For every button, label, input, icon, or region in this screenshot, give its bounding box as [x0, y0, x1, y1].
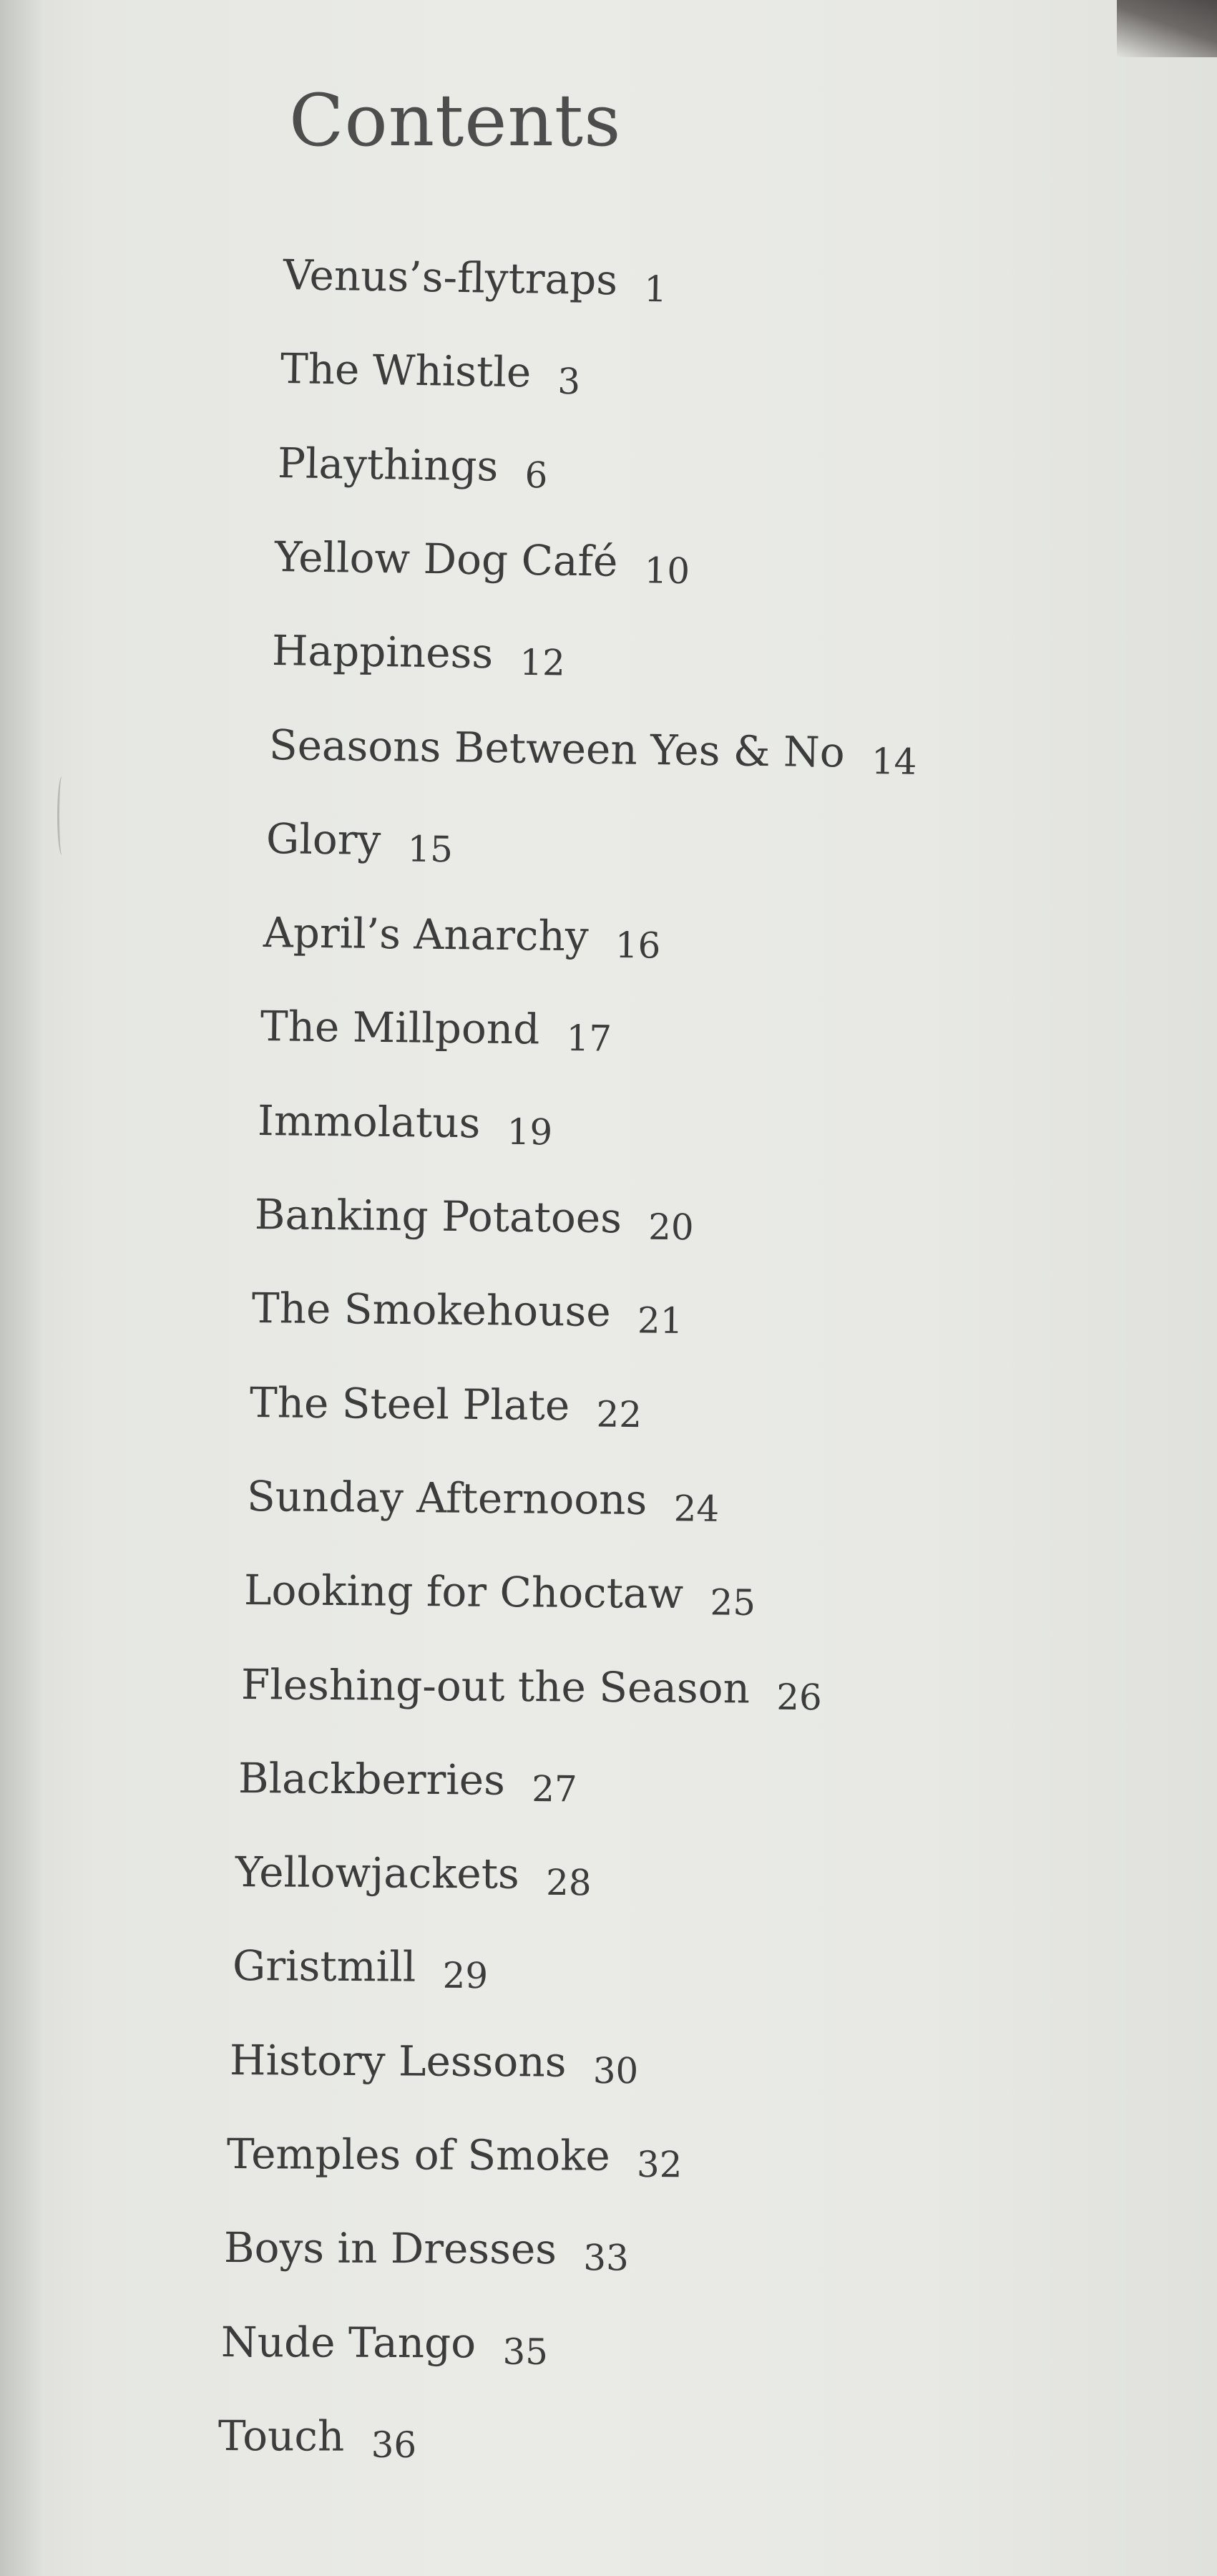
toc-entry-page-number: 3	[557, 361, 581, 403]
toc-entry-page-number: 26	[776, 1676, 822, 1718]
toc-entry	[235, 1848, 592, 1904]
toc-entry-page-number: 22	[595, 1393, 642, 1435]
toc-entry	[260, 1002, 612, 1060]
toc-entry-page-number: 33	[583, 2237, 629, 2279]
toc-entry	[229, 2035, 639, 2092]
toc-entry-title: Gristmill	[232, 1941, 416, 1991]
toc-entry-title: Fleshing-out the Season	[240, 1659, 750, 1713]
toc-entry-page-number: 30	[592, 2049, 639, 2092]
toc-entry	[246, 1471, 719, 1530]
toc-entry-title: History Lessons	[229, 2035, 567, 2087]
toc-entry-title: Glory	[265, 814, 381, 864]
toc-entry-page-number: 16	[615, 924, 661, 967]
toc-entry-page-number: 17	[566, 1018, 612, 1060]
toc-entry-page-number: 14	[871, 740, 917, 783]
toc-entry	[283, 250, 668, 311]
page-title: Contents	[289, 79, 622, 162]
toc-entry-page-number: 10	[644, 550, 690, 592]
toc-entry-title: Venus’s-flytraps	[283, 250, 618, 305]
toc-entry-page-number: 19	[507, 1111, 553, 1153]
toc-entry-title: The Millpond	[260, 1002, 541, 1054]
toc-entry-title: Yellow Dog Café	[274, 532, 618, 586]
toc-entry	[274, 532, 690, 592]
toc-entry	[268, 720, 917, 783]
toc-entry	[277, 438, 548, 497]
toc-entry-page-number: 35	[502, 2331, 549, 2373]
toc-entry	[232, 1941, 489, 1997]
toc-entry-title: Banking Potatoes	[255, 1190, 622, 1243]
toc-entry	[263, 908, 661, 967]
toc-entry-title: April’s Anarchy	[263, 908, 590, 961]
toc-entry-page-number: 27	[531, 1767, 577, 1810]
toc-entry-title: Immolatus	[258, 1096, 482, 1148]
toc-entry	[280, 344, 581, 403]
toc-entry-page-number: 32	[636, 2143, 683, 2186]
toc-entry-title: Temples of Smoke	[226, 2129, 610, 2180]
toc-entry-page-number: 36	[371, 2424, 417, 2466]
toc-entry-title: Boys in Dresses	[223, 2223, 557, 2274]
toc-entry-page-number: 25	[709, 1581, 756, 1624]
toc-entry-page-number: 1	[643, 268, 668, 311]
page-left-shadow	[0, 0, 43, 2576]
toc-entry-title: The Smokehouse	[252, 1284, 612, 1337]
toc-entry	[218, 2411, 417, 2466]
toc-entry	[265, 814, 454, 871]
toc-entry-page-number: 21	[637, 1299, 684, 1342]
toc-entry	[271, 626, 566, 684]
toc-entry-page-number: 24	[673, 1488, 719, 1530]
toc-entry	[252, 1284, 684, 1342]
toc-entry	[238, 1753, 577, 1810]
toc-entry	[226, 2129, 683, 2186]
toc-entry-page-number: 20	[648, 1206, 695, 1249]
paper-edge-mark	[57, 776, 67, 855]
toc-entry	[220, 2317, 549, 2373]
toc-entry-page-number: 15	[407, 828, 454, 871]
toc-entry-page-number: 28	[545, 1861, 592, 1904]
toc-entry-title: Seasons Between Yes & No	[268, 720, 846, 777]
toc-entry-title: Looking for Choctaw	[243, 1566, 684, 1619]
toc-entry-title: Blackberries	[238, 1753, 505, 1805]
toc-entry-title: Playthings	[277, 438, 499, 491]
toc-entry-title: Happiness	[271, 626, 494, 678]
toc-entry-title: The Whistle	[280, 344, 532, 397]
background-corner	[1117, 0, 1217, 57]
toc-entry	[258, 1096, 553, 1153]
toc-entry	[243, 1566, 756, 1624]
toc-entry	[240, 1659, 822, 1718]
toc-entry-page-number: 6	[524, 454, 548, 497]
toc-entry-title: Yellowjackets	[235, 1848, 519, 1898]
toc-entry-title: Sunday Afternoons	[246, 1471, 647, 1524]
toc-entry-page-number: 29	[442, 1955, 489, 1997]
toc-entry	[255, 1190, 695, 1249]
toc-entry-page-number: 12	[519, 641, 566, 684]
toc-entry-title: The Steel Plate	[249, 1377, 570, 1430]
toc-entry-title: Nude Tango	[220, 2317, 476, 2368]
toc-entry	[223, 2223, 629, 2279]
toc-entry	[249, 1377, 642, 1435]
toc-entry-title: Touch	[218, 2411, 345, 2461]
